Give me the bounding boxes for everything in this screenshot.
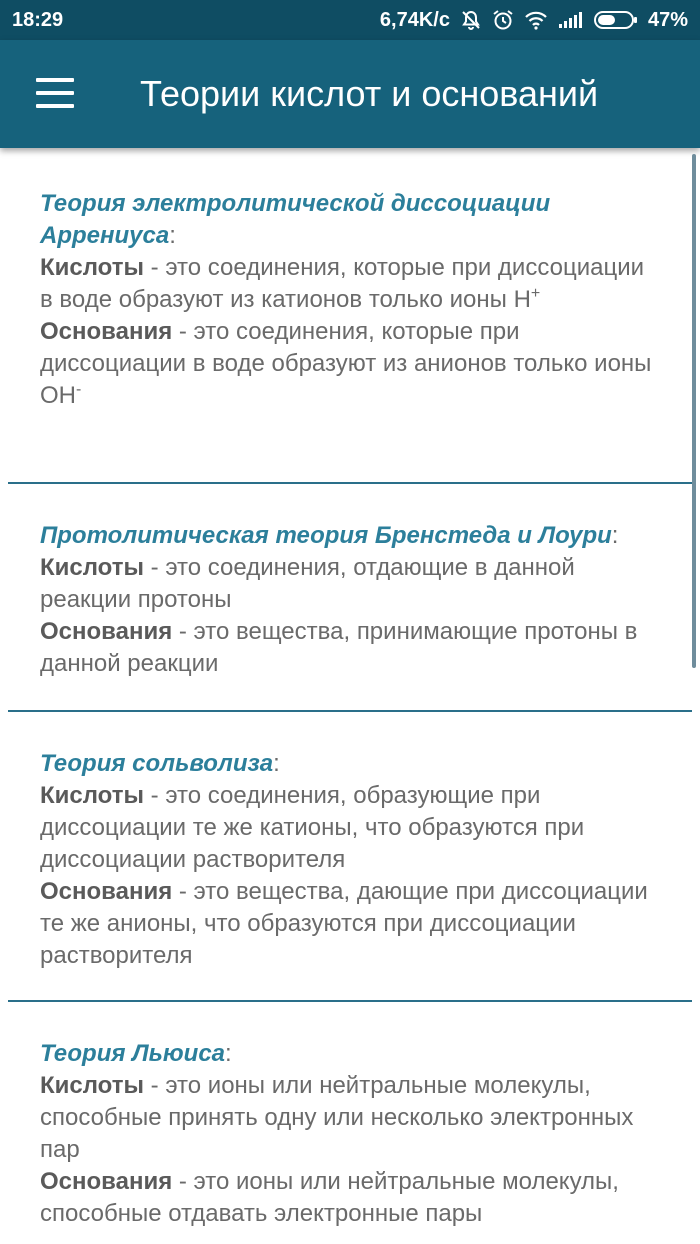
battery-percent: 47% bbox=[647, 8, 688, 31]
wifi-icon bbox=[524, 10, 548, 30]
section-solvolysis: Теория сольволиза: Кислоты - это соединения, образующие при диссоциации те же катионы, что образуются при диссоциации растворителя Основания - это вещества, дающие при диссоциации те же анионы, что образуются при диссоциации растворителя bbox=[0, 748, 700, 972]
bases-definition: Основания - это ионы или нейтральные молекулы, способные отдавать электронные пары bbox=[40, 1168, 619, 1227]
alarm-icon bbox=[492, 9, 514, 31]
status-time: 18:29 bbox=[12, 8, 64, 31]
signal-icon bbox=[558, 11, 584, 29]
bases-definition: Основания - это вещества, дающие при диссоциации те же анионы, что образуются при диссоциации растворителя bbox=[40, 878, 648, 969]
section-title: Теория электролитической диссоциации Аррениуса bbox=[40, 190, 551, 249]
hamburger-menu-icon[interactable] bbox=[36, 78, 74, 108]
divider bbox=[8, 1000, 692, 1002]
section-bronsted-lowry: Протолитическая теория Бренстеда и Лоури: Кислоты - это соединения, отдающие в данной реакции протоны Основания - это вещества, принимающие протоны в данной реакции bbox=[0, 520, 700, 680]
divider bbox=[8, 482, 692, 484]
divider bbox=[8, 710, 692, 712]
app-bar bbox=[0, 40, 700, 148]
page-title: Теории кислот и оснований bbox=[140, 73, 599, 114]
status-indicators bbox=[380, 9, 688, 32]
content-list[interactable] bbox=[0, 148, 700, 1244]
section-lewis: Теория Льюиса: Кислоты - это ионы или нейтральные молекулы, способные принять одну или несколько электронных пар Основания - это ионы или нейтральные молекулы, способные отдавать электронные пары bbox=[0, 1038, 700, 1230]
battery-icon bbox=[594, 10, 638, 30]
acids-definition: Кислоты - это ионы или нейтральные молекулы, способные принять одну или несколько электронных пар bbox=[40, 1072, 634, 1163]
section-arrhenius: Теория электролитической диссоциации Аррениуса: Кислоты - это соединения, которые при диссоциации в воде образуют из катионов только ионы H+ Основания - это соединения, которые при диссоциации в воде образуют из анионов только ионы OH- bbox=[0, 188, 700, 412]
bases-definition: Основания - это соединения, которые при диссоциации в воде образуют из анионов только ионы OH- bbox=[40, 318, 652, 409]
network-speed: 6,74K/c bbox=[379, 8, 450, 31]
acids-definition: Кислоты - это соединения, образующие при диссоциации те же катионы, что образуются при диссоциации растворителя bbox=[40, 782, 585, 873]
section-title: Теория Льюиса bbox=[40, 1040, 226, 1067]
mute-bell-icon bbox=[460, 9, 482, 31]
status-bar bbox=[0, 0, 700, 40]
section-title: Теория сольволиза bbox=[40, 750, 274, 777]
acids-definition: Кислоты - это соединения, которые при диссоциации в воде образуют из катионов только ионы H+ bbox=[40, 254, 645, 313]
scrollbar[interactable] bbox=[692, 154, 696, 668]
bases-definition: Основания - это вещества, принимающие протоны в данной реакции bbox=[40, 618, 638, 677]
section-title: Протолитическая теория Бренстеда и Лоури bbox=[40, 522, 612, 549]
acids-definition: Кислоты - это соединения, отдающие в данной реакции протоны bbox=[40, 554, 575, 613]
